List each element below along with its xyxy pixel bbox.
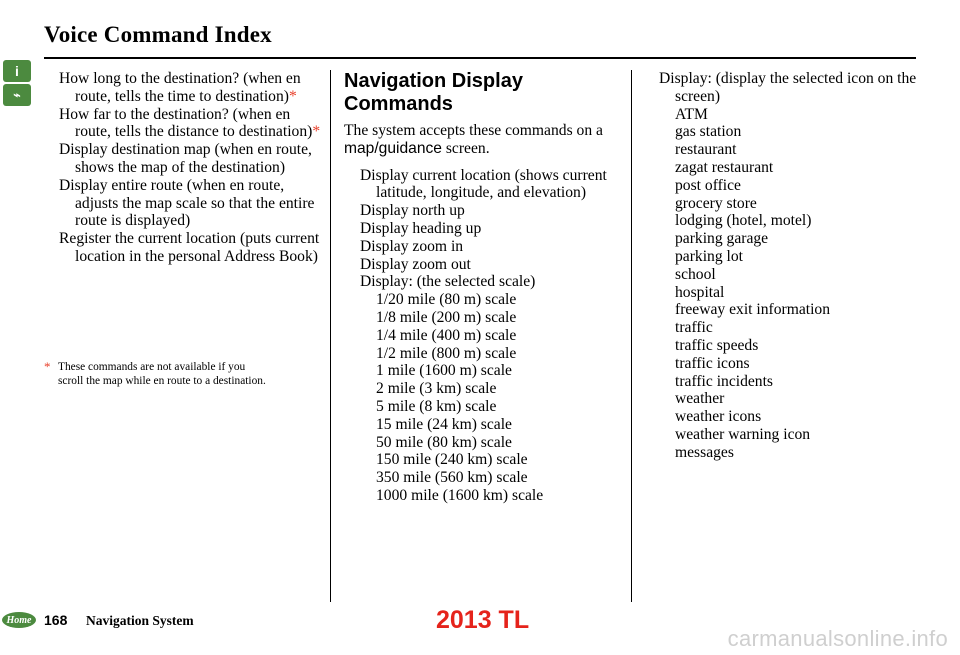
scale-item: 150 mile (240 km) scale bbox=[376, 451, 528, 469]
icon-item: ATM bbox=[675, 105, 708, 123]
display-commands-list bbox=[344, 167, 626, 505]
section-heading: Navigation Display Commands bbox=[344, 70, 523, 115]
scale-item: 1/2 mile (800 m) scale bbox=[376, 344, 517, 362]
scale-item: 1/8 mile (200 m) scale bbox=[376, 308, 517, 326]
scale-item: 1/4 mile (400 m) scale bbox=[376, 326, 517, 344]
column-2 bbox=[344, 70, 626, 505]
command-item: Display entire route (when en route, adjusts the map scale so that the entire route is displayed) bbox=[59, 176, 315, 230]
icon-item: weather warning icon bbox=[675, 425, 811, 443]
page-number: 168 bbox=[44, 612, 68, 628]
command-item: Display zoom out bbox=[360, 255, 471, 273]
icon-item: gas station bbox=[675, 123, 742, 141]
icon-item: parking garage bbox=[675, 230, 769, 248]
footer-section-label: Navigation System bbox=[86, 613, 194, 628]
scale-item: 2 mile (3 km) scale bbox=[376, 380, 497, 398]
command-item: How long to the destination? (when en route, tells the time to destination)* bbox=[59, 70, 301, 105]
footnote-line-1: These commands are not available if you bbox=[58, 361, 246, 373]
icon-item: freeway exit information bbox=[675, 301, 831, 319]
icon-list bbox=[659, 106, 929, 462]
scale-item: 50 mile (80 km) scale bbox=[376, 433, 512, 451]
home-icon[interactable]: Home bbox=[2, 612, 36, 628]
icon-item: parking lot bbox=[675, 247, 743, 265]
column-1 bbox=[59, 70, 321, 266]
scale-item: 1/20 mile (80 m) scale bbox=[376, 291, 517, 309]
icon-item: weather bbox=[675, 390, 725, 408]
icon-item: grocery store bbox=[675, 194, 757, 212]
icon-item: post office bbox=[675, 176, 741, 194]
command-item: Display heading up bbox=[360, 219, 482, 237]
command-item: Display north up bbox=[360, 202, 465, 220]
info-icon[interactable]: i bbox=[3, 60, 31, 82]
icon-item: traffic speeds bbox=[675, 336, 759, 354]
command-item: How far to the destination? (when en route, tells the distance to destination)* bbox=[59, 105, 321, 141]
scale-item: 5 mile (8 km) scale bbox=[376, 397, 497, 415]
icon-item: traffic incidents bbox=[675, 372, 774, 390]
scale-item: 350 mile (560 km) scale bbox=[376, 469, 528, 487]
footnote bbox=[44, 360, 319, 388]
column-3 bbox=[659, 70, 929, 462]
command-item: Display current location (shows current latitude, longitude, and elevation) bbox=[360, 166, 607, 202]
scale-item: 15 mile (24 km) scale bbox=[376, 415, 512, 433]
column-divider bbox=[631, 70, 632, 602]
voice-command-icon[interactable]: ⌁ bbox=[3, 84, 31, 106]
model-label: 2013 TL bbox=[436, 606, 530, 634]
screen-name: map/guidance bbox=[344, 139, 442, 157]
icon-item: traffic bbox=[675, 319, 713, 337]
command-item: Display: (display the selected icon on the screen) bbox=[659, 70, 917, 105]
watermark: carmanualsonline.info bbox=[727, 626, 948, 651]
page-title: Voice Command Index bbox=[44, 22, 272, 47]
icon-item: zagat restaurant bbox=[675, 158, 774, 176]
icon-item: traffic icons bbox=[675, 354, 750, 372]
section-intro: The system accepts these commands on a map/guidance screen. bbox=[344, 122, 603, 157]
scale-item: 1000 mile (1600 km) scale bbox=[376, 486, 544, 504]
command-item: Display destination map (when en route, shows the map of the destination) bbox=[59, 141, 312, 176]
command-item: Register the current location (puts current location in the personal Address Book) bbox=[59, 230, 320, 265]
footnote-line-2: scroll the map while en route to a destination. bbox=[58, 375, 266, 387]
scale-item: 1 mile (1600 m) scale bbox=[376, 362, 512, 380]
column-divider bbox=[330, 70, 331, 602]
footnote-star: * bbox=[44, 359, 51, 374]
icon-item: restaurant bbox=[675, 141, 737, 159]
icon-item: hospital bbox=[675, 283, 725, 301]
command-item: Display zoom in bbox=[360, 237, 464, 255]
title-rule bbox=[44, 57, 916, 59]
icon-item: weather icons bbox=[675, 408, 762, 426]
command-item: Display: (the selected scale) bbox=[360, 273, 536, 291]
icon-item: messages bbox=[675, 443, 734, 461]
scale-list bbox=[360, 291, 626, 505]
icon-item: school bbox=[675, 265, 716, 283]
icon-item: lodging (hotel, motel) bbox=[675, 212, 812, 230]
